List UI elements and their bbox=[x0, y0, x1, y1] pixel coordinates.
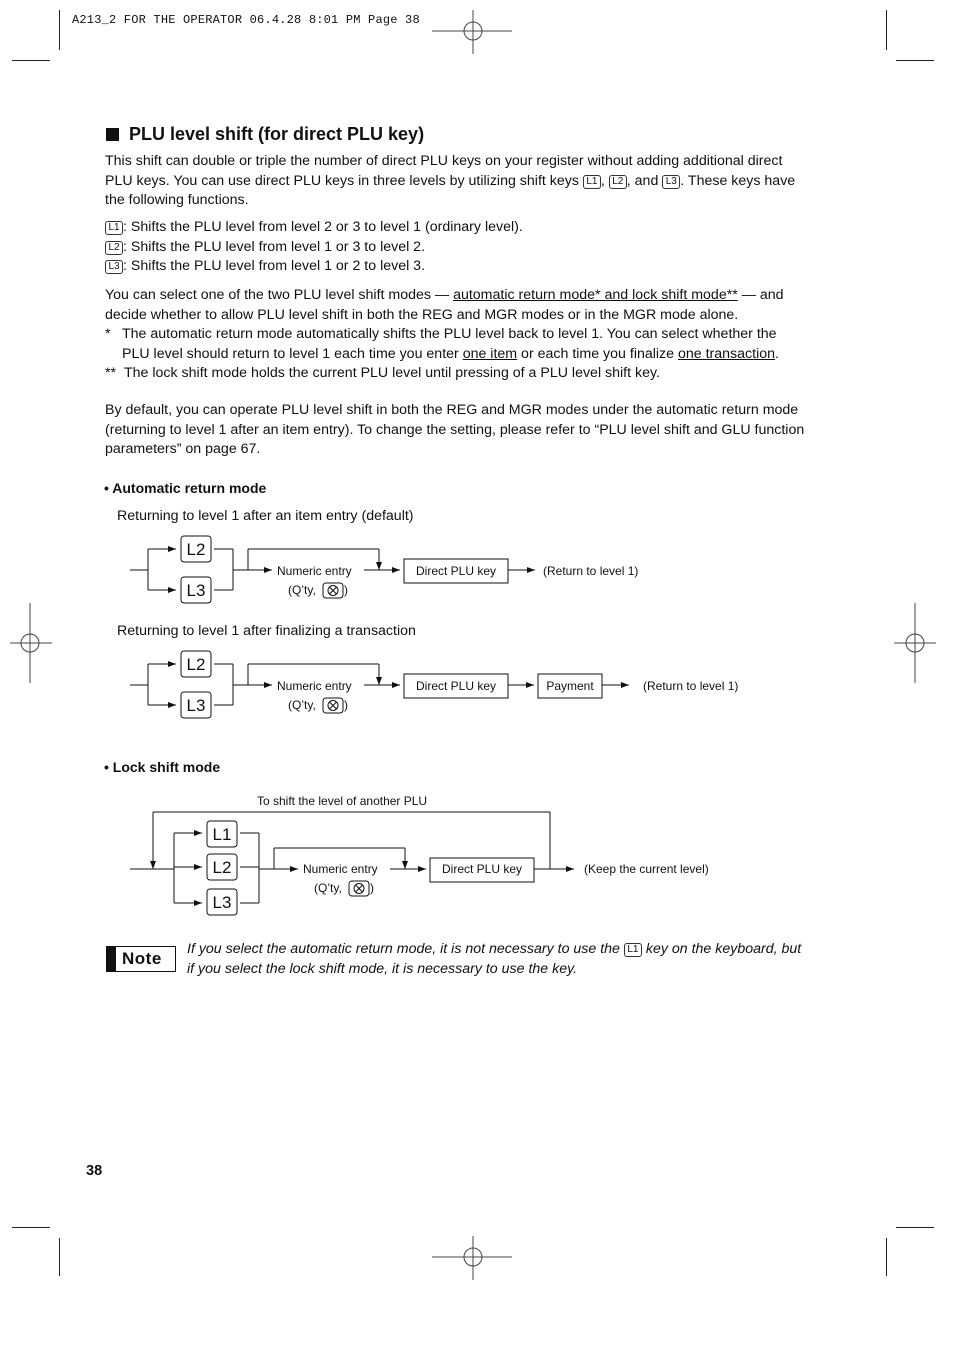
crop-mark bbox=[886, 10, 887, 50]
print-slug: A213_2 FOR THE OPERATOR 06.4.28 8:01 PM Page 38 bbox=[72, 13, 420, 27]
diagram-item-entry bbox=[125, 530, 685, 610]
section-title bbox=[106, 124, 424, 145]
diagram2-caption: Returning to level 1 after finalizing a transaction bbox=[117, 623, 416, 639]
registration-mark-right bbox=[894, 603, 936, 683]
qty-label: (Q’ty, bbox=[288, 583, 316, 597]
l2-key-label: L2 bbox=[186, 655, 206, 674]
crop-mark bbox=[896, 1227, 934, 1228]
registration-mark-bottom bbox=[432, 1236, 512, 1280]
note-bar-icon bbox=[107, 947, 116, 971]
l2-key-icon: L2 bbox=[105, 241, 123, 255]
note-label: Note bbox=[122, 949, 162, 968]
l2-key-icon: L2 bbox=[609, 175, 627, 189]
registration-mark-left bbox=[10, 603, 52, 683]
section-title-text: PLU level shift (for direct PLU key) bbox=[129, 124, 425, 144]
crop-mark bbox=[59, 1238, 60, 1276]
intro-line: the following functions. bbox=[105, 192, 249, 208]
numeric-entry-label: Numeric entry bbox=[303, 862, 378, 876]
l1-key-icon: L1 bbox=[624, 943, 642, 957]
diagram1-caption: Returning to level 1 after an item entry (default) bbox=[117, 508, 414, 524]
numeric-entry-label: Numeric entry bbox=[277, 564, 352, 578]
registration-mark-top bbox=[432, 10, 512, 54]
l2-key-label: L2 bbox=[186, 540, 206, 559]
return-level-label: (Return to level 1) bbox=[543, 564, 639, 578]
crop-mark bbox=[12, 1227, 50, 1228]
footnote-2: ** The lock shift mode holds the current PLU level until pressing of a PLU level shift key. bbox=[105, 365, 660, 381]
list-item: L1 : Shifts the PLU level from level 2 or 3 to level 1 (ordinary level). bbox=[105, 218, 835, 238]
intro-line: This shift can double or triple the number of direct PLU keys on your register without adding additional direct bbox=[105, 153, 783, 169]
default-paragraph: By default, you can operate PLU level shift in both the REG and MGR modes under the automatic return mode (returning to level 1 after an item entry). To change the setting, please refer to “PLU level shift and GLU function parameters” on page 67. bbox=[105, 402, 805, 457]
direct-plu-key-label: Direct PLU key bbox=[415, 564, 497, 578]
qty-close: ) bbox=[344, 698, 348, 712]
crop-mark bbox=[12, 60, 50, 61]
return-level-label: (Return to level 1) bbox=[643, 679, 739, 693]
l3-key-label: L3 bbox=[186, 696, 206, 715]
l1-key-label: L1 bbox=[212, 825, 232, 844]
intro-paragraph bbox=[105, 152, 835, 211]
list-item: L3 : Shifts the PLU level from level 1 or 2 to level 3. bbox=[105, 257, 835, 277]
qty-close: ) bbox=[344, 583, 348, 597]
l3-key-icon: L3 bbox=[662, 175, 680, 189]
direct-plu-key-label: Direct PLU key bbox=[415, 679, 497, 693]
crop-mark bbox=[886, 1238, 887, 1276]
l3-key-label: L3 bbox=[212, 893, 232, 912]
auto-mode-heading: • Automatic return mode bbox=[104, 480, 267, 496]
note-text: If you select the automatic return mode, it is not necessary to use the L1 key on the keyboard, but if you select the lock shift mode, it is necessary to use the key. bbox=[187, 941, 802, 977]
square-bullet-icon bbox=[106, 128, 119, 141]
key-function-list bbox=[105, 218, 835, 277]
list-item: L2 : Shifts the PLU level from level 1 or 3 to level 2. bbox=[105, 238, 835, 258]
loop-label: To shift the level of another PLU bbox=[257, 794, 428, 808]
intro-line: PLU keys. You can use direct PLU keys in three levels by utilizing shift keys L1 , L2 , and L3 . These keys have bbox=[105, 172, 796, 189]
lock-mode-heading: • Lock shift mode bbox=[104, 759, 221, 775]
qty-label: (Q’ty, bbox=[288, 698, 316, 712]
crop-mark bbox=[896, 60, 934, 61]
direct-plu-key-label: Direct PLU key bbox=[441, 862, 523, 876]
page-number: 38 bbox=[86, 1163, 103, 1179]
note-badge bbox=[106, 946, 176, 972]
crop-mark bbox=[59, 10, 60, 50]
l3-key-icon: L3 bbox=[105, 260, 123, 274]
footnote-1: * The automatic return mode automatically shifts the PLU level back to level 1. You can select whether the PLU level should return to level 1 each time you enter one item or each time you finalize one transaction. bbox=[105, 326, 779, 362]
l3-key-label: L3 bbox=[186, 581, 206, 600]
keep-level-label: (Keep the current level) bbox=[584, 862, 709, 876]
payment-label: Payment bbox=[546, 679, 594, 693]
modes-paragraph: You can select one of the two PLU level shift modes — automatic return mode* and lock shift mode** — and decide whether to allow PLU level shift in both the REG and MGR modes or in the MGR mode alone. * The automatic return mode automatically shifts the PLU level back to level 1. You can select whether the PLU level should return to level 1 each time you enter one item or each time you finalize one transaction. ** The lock shift mode holds the current PLU level until pressing of a PLU level shift key. bbox=[105, 286, 835, 384]
qty-label: (Q’ty, bbox=[314, 881, 342, 895]
diagram-transaction bbox=[125, 645, 755, 725]
numeric-entry-label: Numeric entry bbox=[277, 679, 352, 693]
qty-close: ) bbox=[370, 881, 374, 895]
l1-key-icon: L1 bbox=[583, 175, 601, 189]
diagram-lock-shift bbox=[125, 790, 745, 920]
l1-key-icon: L1 bbox=[105, 221, 123, 235]
l2-key-label: L2 bbox=[212, 858, 232, 877]
